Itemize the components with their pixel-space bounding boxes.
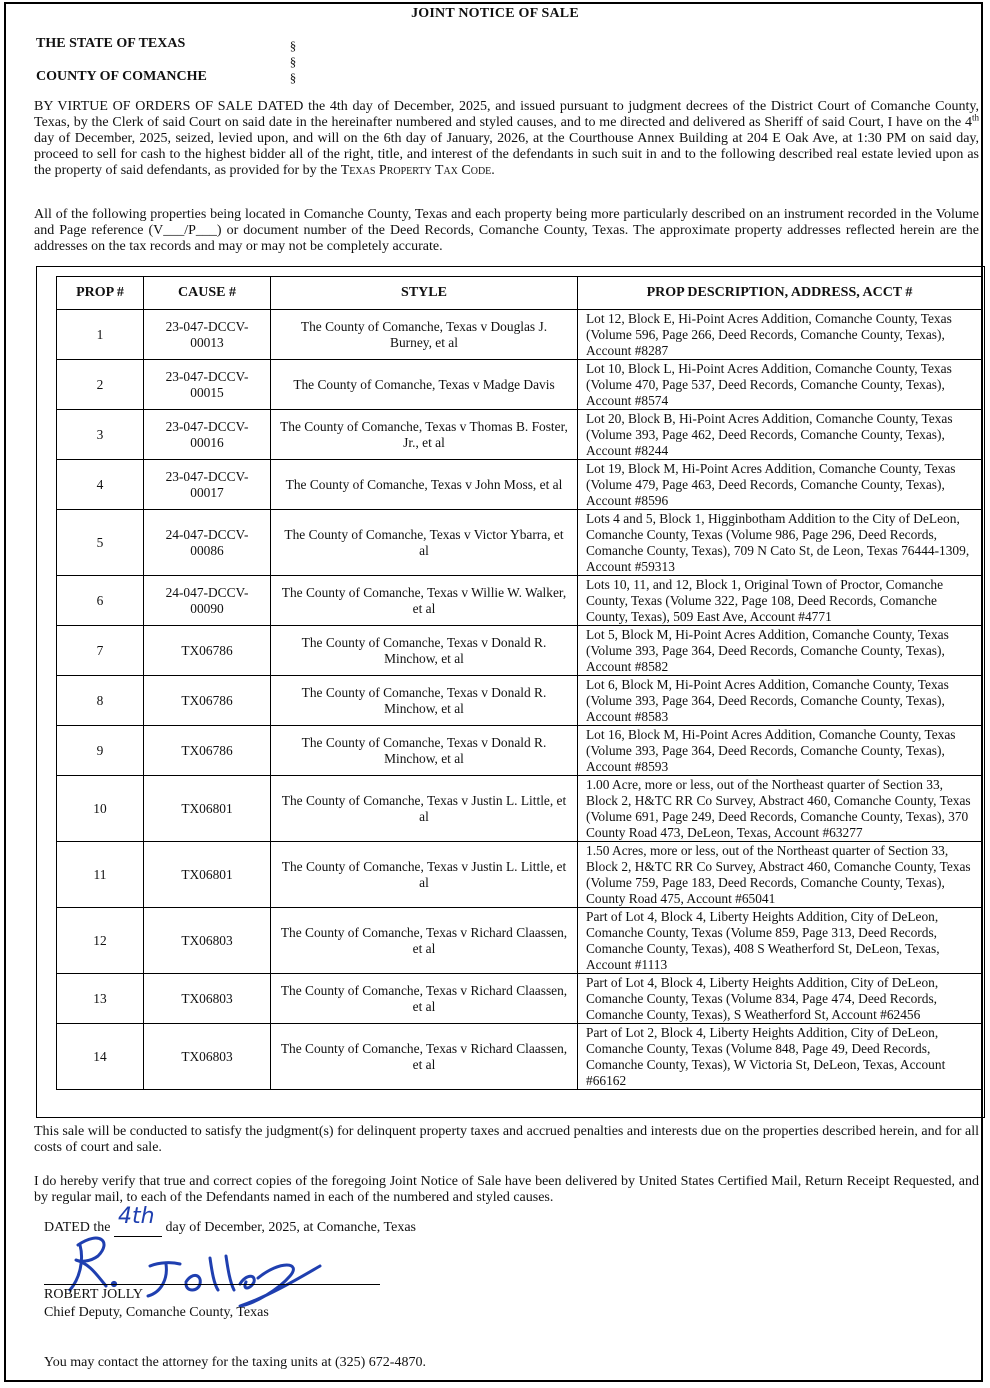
cell-style: The County of Comanche, Texas v Richard Claassen, et al <box>271 908 578 974</box>
document-title: JOINT NOTICE OF SALE <box>411 6 579 21</box>
dated-prefix: DATED the <box>44 1220 111 1235</box>
day-number: 4 <box>964 115 972 130</box>
table-row <box>57 310 982 360</box>
table-row <box>57 460 982 510</box>
cell-prop-number: 12 <box>57 908 144 974</box>
table-row <box>57 360 982 410</box>
cell-prop-number: 4 <box>57 460 144 510</box>
cell-description: Lot 10, Block L, Hi-Point Acres Addition, Comanche County, Texas (Volume 470, Page 537, Deed Records, Comanche County, Texas), Account #8574 <box>578 360 982 410</box>
table-row <box>57 908 982 974</box>
table-row <box>57 842 982 908</box>
cell-style: The County of Comanche, Texas v Justin L. Little, et al <box>271 776 578 842</box>
cell-style: The County of Comanche, Texas v Donald R. Minchow, et al <box>271 726 578 776</box>
cell-description: Part of Lot 2, Block 4, Liberty Heights Addition, City of DeLeon, Comanche County, Texas (Volume 848, Page 49, Deed Records, Comanche County, Texas), W Victoria St, DeLeon, Texas, Account #66162 <box>578 1024 982 1090</box>
column-header-style: STYLE <box>271 277 578 310</box>
cell-cause-number: 23-047-DCCV-00017 <box>144 460 271 510</box>
cell-style: The County of Comanche, Texas v Thomas B. Foster, Jr., et al <box>271 410 578 460</box>
cell-prop-number: 2 <box>57 360 144 410</box>
cell-cause-number: 23-047-DCCV-00016 <box>144 410 271 460</box>
tax-code-reference: Texas Property Tax Code <box>340 163 492 178</box>
cell-description: Lots 4 and 5, Block 1, Higginbotham Addition to the City of DeLeon, Comanche County, Texas (Volume 986, Page 296, Deed Records, Comanche County, Texas), 709 N Cato St, de Leon, Texas 76444-1309, Account #59313 <box>578 510 982 576</box>
county-heading: COUNTY OF COMANCHE <box>36 69 207 84</box>
properties-table <box>56 276 982 1090</box>
sale-purpose-paragraph: This sale will be conducted to satisfy the judgment(s) for delinquent property taxes and accrued penalties and interests due on the properties described herein, and for all costs of court and sale. <box>34 1124 979 1155</box>
cell-prop-number: 8 <box>57 676 144 726</box>
signer-title: Chief Deputy, Comanche County, Texas <box>44 1305 269 1320</box>
paragraph-text: . <box>491 163 495 178</box>
verification-paragraph: I do hereby verify that true and correct copies of the foregoing Joint Notice of Sale have been delivered by United States Certified Mail, Return Receipt Requested, and by regular mail, to each of the Defendants named in each of the numbered and styled causes. <box>34 1174 979 1205</box>
section-symbol: § <box>289 38 297 53</box>
table-row <box>57 576 982 626</box>
cell-cause-number: TX06786 <box>144 726 271 776</box>
cell-style: The County of Comanche, Texas v Donald R. Minchow, et al <box>271 626 578 676</box>
cell-prop-number: 7 <box>57 626 144 676</box>
paragraph-text: day of December, 2025, seized, levied upon, and will on the 6th day of January, 2026, at the Courthouse Annex Building at 204 E Oak Ave, at 1:30 PM on said day, proceed to sell for cash to the highest bidder all of the right, title, and interest of the defendants in such suit in and to the following described real estate levied upon as the property of said defendants, as provided for by the <box>34 131 979 178</box>
cell-description: Lot 6, Block M, Hi-Point Acres Addition, Comanche County, Texas (Volume 393, Page 364, Deed Records, Comanche County, Texas), Account #8583 <box>578 676 982 726</box>
cell-style: The County of Comanche, Texas v Willie W. Walker, et al <box>271 576 578 626</box>
cell-cause-number: TX06801 <box>144 842 271 908</box>
paragraph-text: BY VIRTUE OF ORDERS OF SALE DATED the 4th day of December, 2025, and issued pursuant to judgment decrees of the District Court of Comanche County, Texas, by the Clerk of said Court on said date in the hereinafter numbered and styled causes, and to me directed and delivered as Sheriff of said Court, I have on the <box>34 99 979 130</box>
table-row <box>57 626 982 676</box>
cell-cause-number: 24-047-DCCV-00086 <box>144 510 271 576</box>
table-row <box>57 974 982 1024</box>
signature-line <box>44 1284 380 1285</box>
dated-suffix: day of December, 2025, at Comanche, Texas <box>165 1220 417 1235</box>
cell-prop-number: 6 <box>57 576 144 626</box>
cell-cause-number: TX06786 <box>144 676 271 726</box>
cell-cause-number: 23-047-DCCV-00015 <box>144 360 271 410</box>
cell-style: The County of Comanche, Texas v Justin L. Little, et al <box>271 842 578 908</box>
table-row <box>57 776 982 842</box>
properties-paragraph: All of the following properties being located in Comanche County, Texas and each property being more particularly described on an instrument recorded in the Volume and Page reference (V___/P___) or document number of the Deed Records, Comanche County, Texas. The approximate property addresses reflected herein are the addresses on the tax records and may or may not be completely accurate. <box>34 207 979 254</box>
table-row <box>57 510 982 576</box>
cell-style: The County of Comanche, Texas v Madge Davis <box>271 360 578 410</box>
cell-prop-number: 3 <box>57 410 144 460</box>
cell-prop-number: 5 <box>57 510 144 576</box>
cell-description: Lot 16, Block M, Hi-Point Acres Addition, Comanche County, Texas (Volume 393, Page 364, Deed Records, Comanche County, Texas), Account #8593 <box>578 726 982 776</box>
table-row <box>57 1024 982 1090</box>
handwritten-day: 4th <box>118 1204 155 1229</box>
contact-line: You may contact the attorney for the taxing units at (325) 672-4870. <box>44 1355 426 1370</box>
cell-style: The County of Comanche, Texas v Victor Ybarra, et al <box>271 510 578 576</box>
cell-style: The County of Comanche, Texas v Richard Claassen, et al <box>271 974 578 1024</box>
cell-cause-number: TX06803 <box>144 1024 271 1090</box>
signer-name: ROBERT JOLLY <box>44 1287 144 1302</box>
cell-description: Lot 5, Block M, Hi-Point Acres Addition, Comanche County, Texas (Volume 393, Page 364, Deed Records, Comanche County, Texas), Account #8582 <box>578 626 982 676</box>
section-symbol: § <box>289 54 297 69</box>
cell-cause-number: TX06786 <box>144 626 271 676</box>
table-row <box>57 676 982 726</box>
column-header-cause: CAUSE # <box>144 277 271 310</box>
cell-prop-number: 1 <box>57 310 144 360</box>
cell-prop-number: 14 <box>57 1024 144 1090</box>
table-row <box>57 726 982 776</box>
table-header-row <box>57 277 982 310</box>
section-symbol: § <box>289 70 297 85</box>
cell-description: Part of Lot 4, Block 4, Liberty Heights Addition, City of DeLeon, Comanche County, Texas (Volume 859, Page 313, Deed Records, Comanche County, Texas), 408 S Weatherford St, DeLeon, Texas, Account #1113 <box>578 908 982 974</box>
cell-style: The County of Comanche, Texas v John Moss, et al <box>271 460 578 510</box>
cell-description: Lots 10, 11, and 12, Block 1, Original Town of Proctor, Comanche County, Texas (Volume 322, Page 108, Deed Records, Comanche County, Texas), 509 East Ave, Account #4771 <box>578 576 982 626</box>
cell-description: Lot 20, Block B, Hi-Point Acres Addition, Comanche County, Texas (Volume 393, Page 462, Deed Records, Comanche County, Texas), Account #8244 <box>578 410 982 460</box>
cell-cause-number: 24-047-DCCV-00090 <box>144 576 271 626</box>
cell-description: Lot 19, Block M, Hi-Point Acres Addition, Comanche County, Texas (Volume 479, Page 463, Deed Records, Comanche County, Texas), Account #8596 <box>578 460 982 510</box>
cell-prop-number: 9 <box>57 726 144 776</box>
orders-of-sale-paragraph <box>34 99 979 179</box>
table-row <box>57 410 982 460</box>
cell-description: Lot 12, Block E, Hi-Point Acres Addition, Comanche County, Texas (Volume 596, Page 266, Deed Records, Comanche County, Texas), Account #8287 <box>578 310 982 360</box>
cell-description: 1.00 Acre, more or less, out of the Northeast quarter of Section 33, Block 2, H&TC RR Co Survey, Abstract 460, Comanche County, Texas (Volume 691, Page 249, Deed Records, Comanche County, Texas), 370 County Road 473, DeLeon, Texas, Account #63277 <box>578 776 982 842</box>
cell-description: Part of Lot 4, Block 4, Liberty Heights Addition, City of DeLeon, Comanche County, Texas (Volume 834, Page 474, Deed Records, Comanche County, Texas), S Weatherford St, Account #62456 <box>578 974 982 1024</box>
state-heading: THE STATE OF TEXAS <box>36 36 186 51</box>
cell-cause-number: TX06803 <box>144 974 271 1024</box>
cell-prop-number: 11 <box>57 842 144 908</box>
cell-prop-number: 10 <box>57 776 144 842</box>
cell-description: 1.50 Acres, more or less, out of the Northeast quarter of Section 33, Block 2, H&TC RR Co Survey, Abstract 460, Comanche County, Texas (Volume 759, Page 183, Deed Records, Comanche County, Texas), County Road 475, Account #65041 <box>578 842 982 908</box>
cell-style: The County of Comanche, Texas v Richard Claassen, et al <box>271 1024 578 1090</box>
cell-cause-number: 23-047-DCCV-00013 <box>144 310 271 360</box>
cell-style: The County of Comanche, Texas v Douglas J. Burney, et al <box>271 310 578 360</box>
cell-style: The County of Comanche, Texas v Donald R. Minchow, et al <box>271 676 578 726</box>
column-header-description: PROP DESCRIPTION, ADDRESS, ACCT # <box>578 277 982 310</box>
cell-cause-number: TX06803 <box>144 908 271 974</box>
column-header-prop: PROP # <box>57 277 144 310</box>
day-suffix: th <box>971 112 979 123</box>
cell-prop-number: 13 <box>57 974 144 1024</box>
cell-cause-number: TX06801 <box>144 776 271 842</box>
